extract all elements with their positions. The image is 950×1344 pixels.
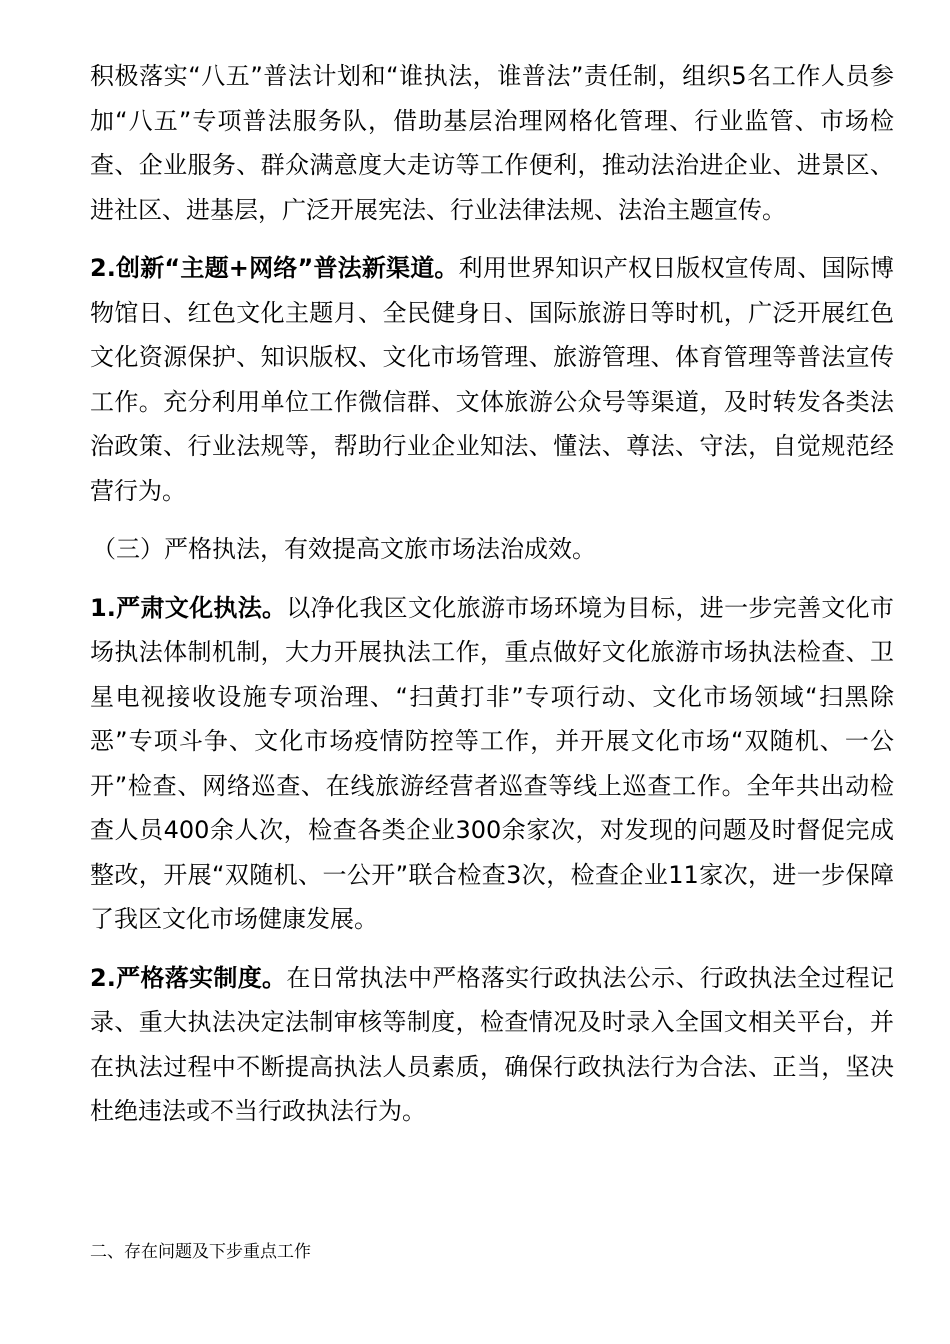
section-heading-problems: 二、存在问题及下步重点工作 — [90, 1242, 311, 1262]
document-body — [90, 54, 894, 1134]
paragraph-implement-system — [90, 956, 894, 1134]
paragraph-text: （三）严格执法，有效提高文旅市场法治成效。 — [92, 535, 596, 563]
paragraph-lead: 2.创新“主题+网络”普法新渠道。 — [90, 254, 459, 282]
paragraph-lead: 1.严肃文化执法。 — [90, 593, 287, 622]
paragraph-text: 利用世界知识产权日版权宣传周、国际博物馆日、红色文化主题月、全民健身日、国际旅游日等时机，广泛开展红色文化资源保护、知识版权、文化市场管理、旅游管理、体育管理等普法宣传工作。充分利用单位工作微信群、文体旅游公众号等渠道，及时转发各类法治政策、行业法规等，帮助行业企业知法、懂法、尊法、守法，自觉规范经营行为。 — [90, 254, 894, 505]
paragraph-new-channels — [90, 246, 894, 513]
paragraph-text: 以净化我区文化旅游市场环境为目标，进一步完善文化市场执法体制机制，大力开展执法工作，重点做好文化旅游市场执法检查、卫星电视接收设施专项治理、“扫黄打非”专项行动、文化市场领域“扫黑除恶”专项斗争、文化市场疫情防控等工作，并开展文化市场“双随机、一公开”检查、网络巡查、在线旅游经营者巡查等线上巡查工作。全年共出动检查人员400余人次，检查各类企业300余家次，对发现的问题及时督促完成整改，开展“双随机、一公开”联合检查3次，检查企业11家次，进一步保障了我区文化市场健康发展。 — [90, 593, 894, 933]
paragraph-propaganda-plan — [90, 54, 894, 232]
paragraph-cultural-enforcement — [90, 586, 894, 942]
subsection-heading — [90, 527, 894, 572]
paragraph-text: 积极落实“八五”普法计划和“谁执法，谁普法”责任制，组织5名工作人员参加“八五”专项普法服务队，借助基层治理网格化管理、行业监管、市场检查、企业服务、群众满意度大走访等工作便利，推动法治进企业、进景区、进社区、进基层，广泛开展宪法、行业法律法规、法治主题宣传。 — [90, 62, 894, 224]
paragraph-text: 在日常执法中严格落实行政执法公示、行政执法全过程记录、重大执法决定法制审核等制度，检查情况及时录入全国文相关平台，并在执法过程中不断提高执法人员素质，确保行政执法行为合法、正当，坚决杜绝违法或不当行政执法行为。 — [90, 963, 894, 1125]
paragraph-lead: 2.严格落实制度。 — [90, 963, 287, 992]
